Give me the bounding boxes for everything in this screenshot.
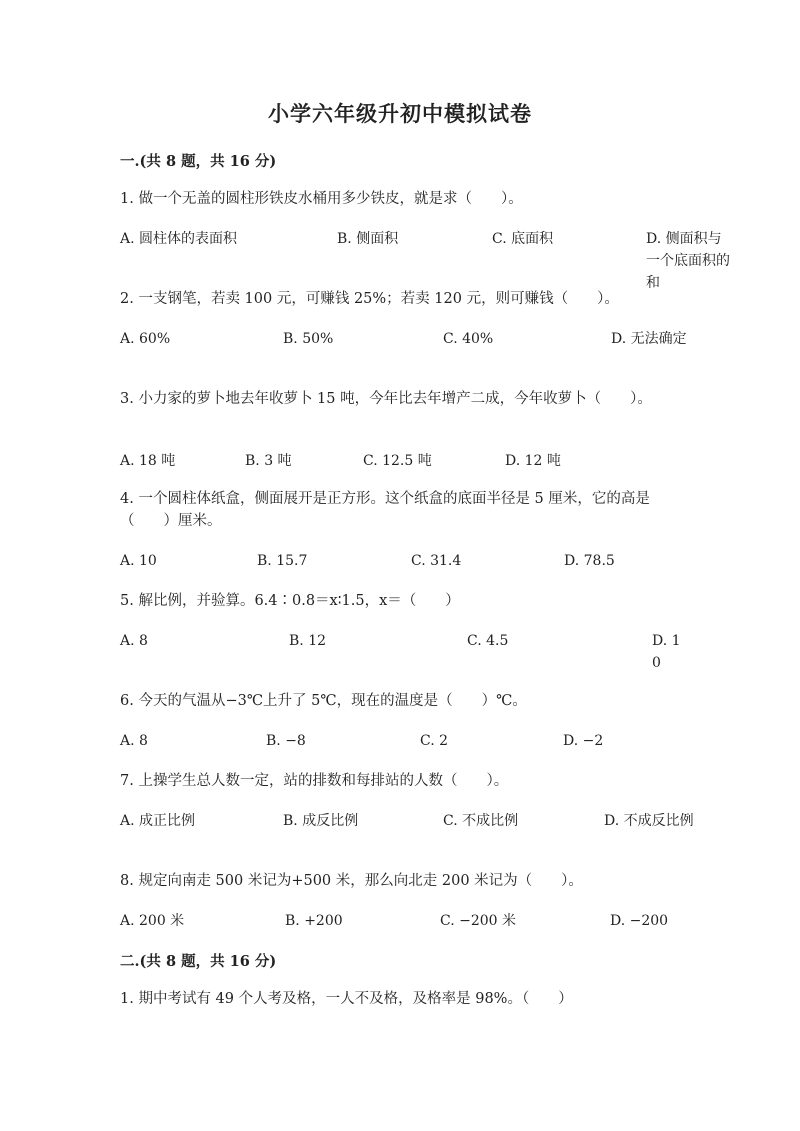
option-d[interactable]: D. −2 bbox=[563, 733, 604, 749]
option-a[interactable]: A. 18 吨 bbox=[120, 453, 176, 469]
option-c[interactable]: C. −200 米 bbox=[440, 913, 517, 929]
option-a[interactable]: A. 成正比例 bbox=[120, 813, 196, 829]
option-a[interactable]: A. 圆柱体的表面积 bbox=[120, 231, 238, 247]
exam-title: 小学六年级升初中模拟试卷 bbox=[268, 101, 532, 126]
question-2-options bbox=[120, 328, 687, 372]
question-8: 8. 规定向南走 500 米记为+500 米，那么向北走 200 米记为（ ）。 bbox=[120, 873, 583, 889]
section-header-2: 二.(共 8 题，共 16 分) bbox=[120, 953, 277, 970]
option-a[interactable]: A. 200 米 bbox=[120, 913, 185, 929]
question-5-options bbox=[120, 630, 682, 674]
option-d[interactable]: D. −200 bbox=[610, 913, 669, 929]
option-a[interactable]: A. 10 bbox=[120, 553, 157, 569]
option-b[interactable]: B. 50% bbox=[283, 331, 334, 347]
option-c[interactable]: C. 4.5 bbox=[467, 633, 509, 649]
option-d[interactable]: D. 侧面积与一个底面积的和 bbox=[646, 231, 730, 291]
question-8-options bbox=[120, 910, 682, 954]
option-b[interactable]: B. +200 bbox=[285, 913, 343, 929]
question-6: 6. 今天的气温从−3℃上升了 5℃，现在的温度是（ ）℃。 bbox=[120, 693, 527, 709]
question-1-options bbox=[120, 228, 730, 291]
question-4: 4. 一个圆柱体纸盒，侧面展开是正方形。这个纸盒的底面半径是 5 厘米，它的高是（ ）厘米。 bbox=[120, 491, 650, 529]
question-2: 2. 一支钢笔，若卖 100 元，可赚钱 25%；若卖 120 元，则可赚钱（ ）。 bbox=[120, 291, 619, 307]
question-1: 1. 做一个无盖的圆柱形铁皮水桶用多少铁皮，就是求（ ）。 bbox=[120, 191, 523, 207]
option-d[interactable]: D. 无法确定 bbox=[611, 331, 687, 347]
option-a[interactable]: A. 8 bbox=[120, 633, 148, 649]
question-7: 7. 上操学生总人数一定，站的排数和每排站的人数（ ）。 bbox=[120, 773, 509, 789]
option-c[interactable]: C. 不成比例 bbox=[443, 813, 519, 829]
option-a[interactable]: A. 60% bbox=[120, 331, 171, 347]
question-5: 5. 解比例，并验算。6.4∶0.8＝x∶1.5，x＝（ ） bbox=[120, 593, 460, 609]
option-a[interactable]: A. 8 bbox=[120, 733, 148, 749]
option-d[interactable]: D. 12 吨 bbox=[505, 453, 561, 469]
question-4-options bbox=[120, 550, 682, 594]
part2-question-1: 1. 期中考试有 49 个人考及格，一人不及格，及格率是 98%。（ ） bbox=[120, 991, 573, 1007]
option-c[interactable]: C. 12.5 吨 bbox=[363, 453, 432, 469]
option-c[interactable]: C. 31.4 bbox=[411, 553, 462, 569]
option-d[interactable]: D. 78.5 bbox=[564, 553, 615, 569]
option-b[interactable]: B. 3 吨 bbox=[245, 453, 292, 469]
question-7-options bbox=[120, 810, 694, 854]
question-6-options bbox=[120, 730, 682, 774]
option-b[interactable]: B. −8 bbox=[266, 733, 306, 749]
option-d[interactable]: D. 10 bbox=[652, 633, 681, 671]
option-b[interactable]: B. 15.7 bbox=[257, 553, 308, 569]
question-3: 3. 小力家的萝卜地去年收萝卜 15 吨，今年比去年增产二成，今年收萝卜（ ）。 bbox=[120, 391, 652, 407]
option-b[interactable]: B. 成反比例 bbox=[283, 813, 359, 829]
section-header-1: 一.(共 8 题，共 16 分) bbox=[120, 153, 277, 170]
option-b[interactable]: B. 12 bbox=[289, 633, 327, 649]
option-c[interactable]: C. 底面积 bbox=[492, 231, 554, 247]
option-c[interactable]: C. 40% bbox=[443, 331, 494, 347]
option-c[interactable]: C. 2 bbox=[420, 733, 449, 749]
option-b[interactable]: B. 侧面积 bbox=[337, 231, 399, 247]
option-d[interactable]: D. 不成反比例 bbox=[604, 813, 694, 829]
